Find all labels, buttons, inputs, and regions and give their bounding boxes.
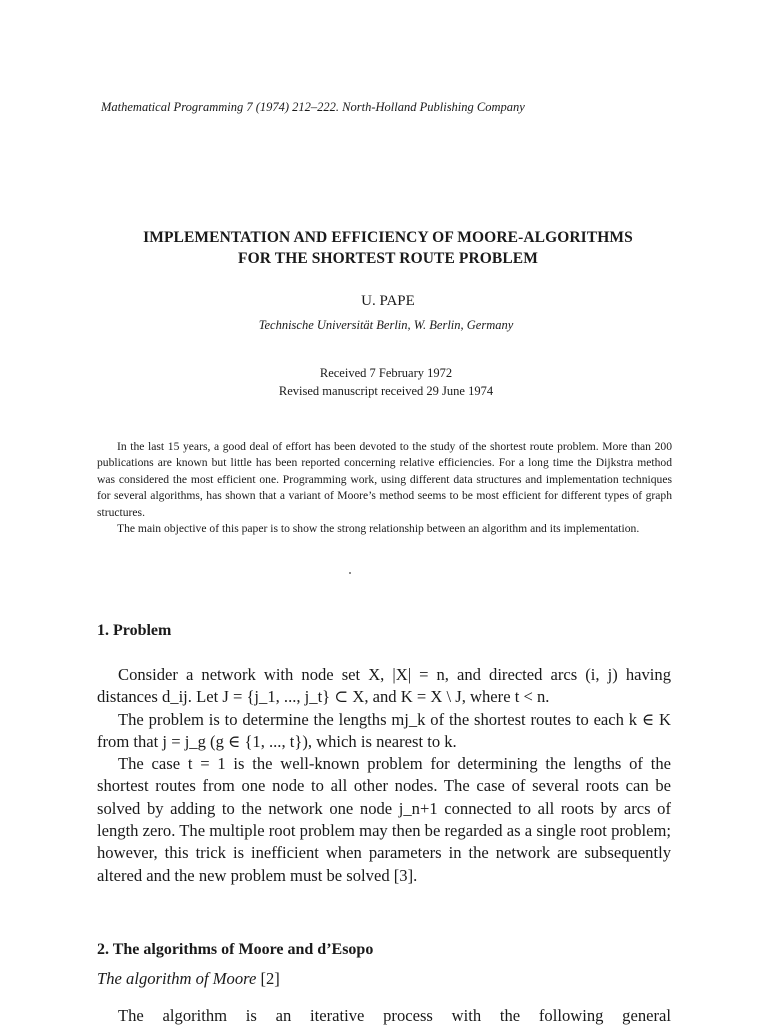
abstract-paragraph-1: In the last 15 years, a good deal of effort has been devoted to the study of the shortest route problem. More than 200 publications are known but little has been reported concerning relative efficiencies. For a long time the Dijkstra method was considered the most efficient one. Programming work, using different data structures and implementation techniques for several algorithms, has shown that a variant of Moore’s method seems to be most efficient for different types of graph structures. [97, 440, 672, 519]
abstract-paragraph-2: The main objective of this paper is to show the strong relationship between an algorithm and its implementation. [117, 522, 640, 536]
revised-date: Revised manuscript received 29 June 1974 [278, 384, 494, 398]
section-1-paragraph-3: The case t = 1 is the well-known problem for determining the lengths of the shortest routes from one node to all other nodes. The case of several roots can be solved by adding to the network one node j_n+1 connected to all roots by arcs of length zero. The multiple root problem may then be regarded as a single root problem; however, this trick is inefficient when parameters in the network are subsequently altered and the new problem must be solved [3]. [97, 754, 671, 885]
section-1-heading: 1. Problem [97, 622, 172, 639]
title-line-1: IMPLEMENTATION AND EFFICIENCY OF MOORE-ALGORITHMS [143, 229, 633, 246]
subsection-heading [97, 969, 280, 989]
title-line-2: FOR THE SHORTEST ROUTE PROBLEM [238, 250, 538, 267]
scan-speck [349, 572, 351, 574]
author-name: U. PAPE [361, 293, 415, 309]
author-affiliation: Technische Universität Berlin, W. Berlin, Germany [258, 318, 514, 332]
paper-title [0, 227, 768, 269]
received-date: Received 7 February 1972 [319, 366, 453, 380]
section-1-paragraph-1: Consider a network with node set X, |X| = n, and directed arcs (i, j) having distances d_ij. Let J = {j_1, ..., j_t} ⊂ X, and K = X \ J, where t < n. [97, 665, 671, 707]
received-dates [0, 364, 768, 400]
section-1-paragraph-2: The problem is to determine the lengths mj_k of the shortest routes to each k ∈ K from that j = j_g (g ∈ {1, ..., t}), which is nearest to k. [97, 709, 671, 751]
abstract [97, 439, 672, 537]
subsection-title: The algorithm of Moore [97, 969, 257, 988]
section-2-paragraph-1: The algorithm is an iterative process with the following general [118, 1006, 671, 1025]
journal-citation: Mathematical Programming 7 (1974) 212–222. North-Holland Publishing Company [101, 100, 525, 114]
section-2-heading: 2. The algorithms of Moore and d’Esopo [97, 941, 374, 958]
section-1-body [97, 664, 671, 887]
subsection-reference: [2] [256, 969, 280, 988]
